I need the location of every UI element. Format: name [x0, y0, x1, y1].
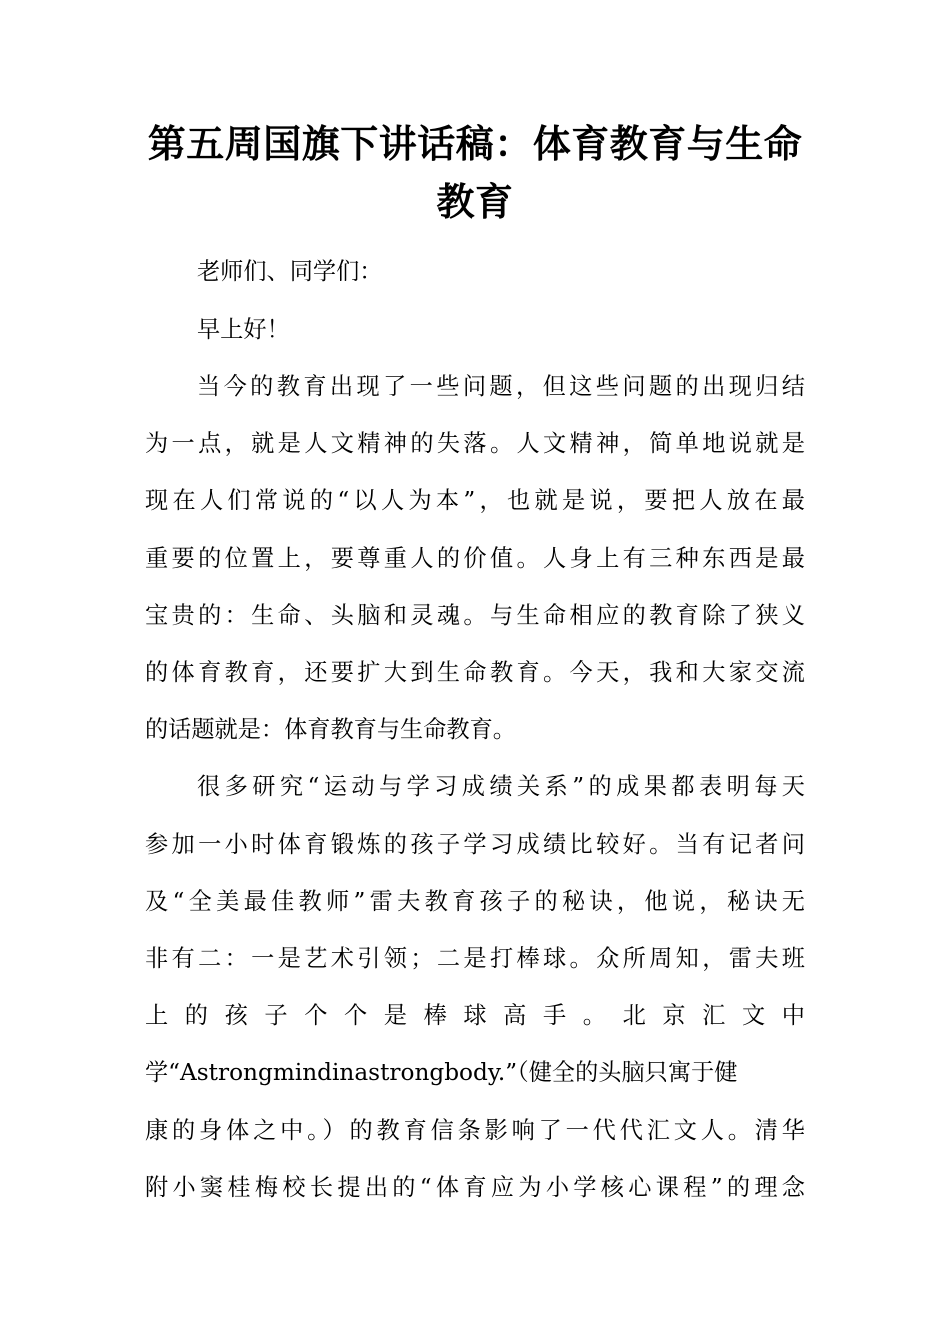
paragraph1-line: 的体育教育，还要扩大到生命教育。今天，我和大家交流 [145, 659, 805, 686]
spread-char: 个 [343, 1002, 368, 1029]
paragraph2-line: 及“全美最佳教师”雷夫教育孩子的秘诀，他说，秘诀无 [145, 888, 805, 915]
document-title-line-1: 第五周国旗下讲话稿：体育教育与生命 [147, 122, 803, 166]
spread-char: 汇 [702, 1002, 726, 1029]
spread-char: 球 [463, 1002, 487, 1029]
paragraph2-line-spread [145, 1000, 805, 1032]
spread-char: 孩 [224, 1002, 248, 1029]
salutation: 早上好！ [197, 316, 290, 343]
paragraph2-line: 参加一小时体育锻炼的孩子学习成绩比较好。当有记者问 [145, 831, 805, 858]
paragraph2-spread-text [145, 1000, 805, 1032]
spread-char: 京 [662, 1002, 686, 1029]
paragraph1-line: 宝贵的：生命、头脑和灵魂。与生命相应的教育除了狭义 [145, 602, 805, 629]
spread-char: 棒 [423, 1002, 447, 1029]
spread-char: 上 [145, 1002, 169, 1029]
spread-char: 高 [503, 1002, 527, 1029]
spread-char: 文 [741, 1002, 766, 1029]
paragraph2-line: 附小窦桂梅校长提出的“体育应为小学核心课程”的理念 [145, 1174, 805, 1201]
spread-char: 北 [622, 1002, 646, 1029]
greeting: 老师们、同学们： [197, 258, 383, 285]
paragraph1-line: 现在人们常说的“以人为本”，也就是说，要把人放在最 [145, 487, 805, 514]
paragraph1-line: 的话题就是：体育教育与生命教育。 [145, 716, 516, 743]
spread-char: 的 [184, 1002, 208, 1029]
document-title-line-2: 教育 [436, 180, 514, 224]
spread-char: 个 [304, 1002, 328, 1029]
spread-char: 子 [264, 1002, 288, 1029]
paragraph2-line: 很多研究“运动与学习成绩关系”的成果都表明每天 [197, 773, 805, 800]
paragraph2-line: 学“Astrongmindinastrongbody.”（健全的头脑只寓于健 [145, 1059, 738, 1086]
paragraph2-line: 康的身体之中。）的教育信条影响了一代代汇文人。清华 [145, 1117, 805, 1144]
spread-char: 手 [542, 1002, 567, 1029]
spread-char: 。 [582, 1002, 606, 1029]
paragraph1-line: 为一点，就是人文精神的失落。人文精神，简单地说就是 [145, 430, 805, 457]
spread-char: 是 [383, 1002, 407, 1029]
spread-char: 中 [781, 1002, 805, 1029]
paragraph1-line: 当今的教育出现了一些问题，但这些问题的出现归结 [197, 373, 805, 400]
paragraph1-line: 重要的位置上，要尊重人的价值。人身上有三种东西是最 [145, 545, 805, 572]
paragraph2-line: 非有二：一是艺术引领；二是打棒球。众所周知，雷夫班 [145, 945, 805, 972]
